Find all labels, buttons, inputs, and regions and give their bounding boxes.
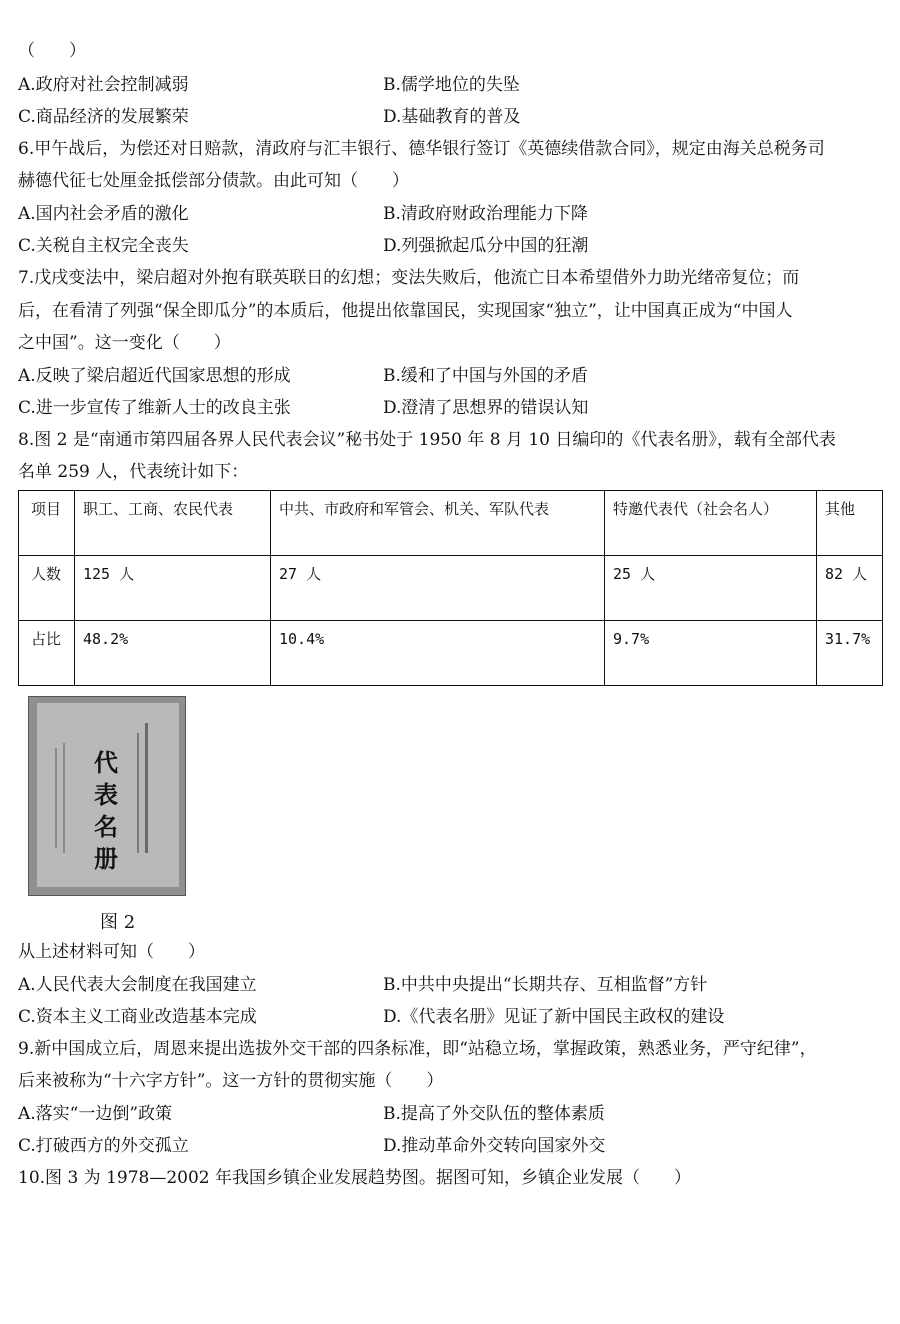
q5-stem-end: （ ） (18, 41, 86, 61)
table-row (19, 491, 883, 556)
table-cell: 10.4% (271, 621, 605, 686)
register-cover-photo (28, 696, 186, 896)
table-cell: 9.7% (605, 621, 817, 686)
table-cell: 31.7% (817, 621, 883, 686)
q8-stem-line-1: 8.图 2 是“南通市第四届各界人民代表会议”秘书处于 1950 年 8 月 10 日编印的《代表名册》，载有全部代表 (18, 430, 836, 450)
q7-stem-line-2: 后，在看清了列强“保全即瓜分”的本质后，他提出依靠国民，实现国家“独立”，让中国真正成为“中国人 (18, 301, 793, 321)
q10-stem-line-1: 10.图 3 为 1978—2002 年我国乡镇企业发展趋势图。据图可知，乡镇企业发展（ ） (18, 1168, 691, 1188)
q7-option-d[interactable]: D.澄清了思想界的错误认知 (383, 398, 589, 418)
cover-text-column (63, 743, 65, 853)
table-cell: 人数 (19, 556, 75, 621)
q5-option-c[interactable]: C.商品经济的发展繁荣 (18, 107, 189, 127)
table-cell: 中共、市政府和军管会、机关、军队代表 (271, 491, 605, 556)
q7-option-c[interactable]: C.进一步宣传了维新人士的改良主张 (18, 398, 291, 418)
table-cell: 占比 (19, 621, 75, 686)
q7-stem-line-3: 之中国”。这一变化（ ） (18, 333, 231, 353)
cover-text-column (55, 748, 57, 848)
q9-stem-line-1: 9.新中国成立后，周恩来提出选拔外交干部的四条标准，即“站稳立场，掌握政策，熟悉业务，严守纪律”， (18, 1039, 817, 1059)
q7-option-a[interactable]: A.反映了梁启超近代国家思想的形成 (18, 366, 291, 386)
table-cell: 项目 (19, 491, 75, 556)
figure-caption: 图 2 (100, 912, 136, 933)
q8-stem-line-2: 名单 259 人，代表统计如下： (18, 462, 249, 482)
table-cell: 25 人 (605, 556, 817, 621)
q9-option-c[interactable]: C.打破西方的外交孤立 (18, 1136, 189, 1156)
table-cell: 特邀代表代（社会名人） (605, 491, 817, 556)
table-cell: 125 人 (75, 556, 271, 621)
register-cover-title: 代表名册 (94, 749, 118, 873)
q8-option-c[interactable]: C.资本主义工商业改造基本完成 (18, 1007, 257, 1027)
q5-option-d[interactable]: D.基础教育的普及 (383, 107, 521, 127)
delegate-stats-table (18, 490, 883, 686)
table-cell: 48.2% (75, 621, 271, 686)
q9-stem-line-2: 后来被称为“十六字方针”。这一方针的贯彻实施（ ） (18, 1071, 444, 1091)
cover-text-column (145, 723, 148, 853)
q8-question: 从上述材料可知（ ） (18, 942, 205, 962)
q5-option-b[interactable]: B.儒学地位的失坠 (383, 75, 520, 95)
q6-option-b[interactable]: B.清政府财政治理能力下降 (383, 204, 588, 224)
table-row (19, 621, 883, 686)
q9-option-b[interactable]: B.提高了外交队伍的整体素质 (383, 1104, 605, 1124)
q5-option-a[interactable]: A.政府对社会控制减弱 (18, 75, 189, 95)
table-cell: 其他 (817, 491, 883, 556)
q6-option-c[interactable]: C.关税自主权完全丧失 (18, 236, 189, 256)
table-cell: 职工、工商、农民代表 (75, 491, 271, 556)
q7-option-b[interactable]: B.缓和了中国与外国的矛盾 (383, 366, 588, 386)
table-cell: 27 人 (271, 556, 605, 621)
q7-stem-line-1: 7.戊戌变法中，梁启超对外抱有联英联日的幻想；变法失败后，他流亡日本希望借外力助光绪帝复位；而 (18, 268, 800, 288)
q6-stem-line-2: 赫德代征七处厘金抵偿部分债款。由此可知（ ） (18, 171, 409, 191)
q6-option-d[interactable]: D.列强掀起瓜分中国的狂潮 (383, 236, 589, 256)
cover-text-column (137, 733, 139, 853)
q6-stem-line-1: 6.甲午战后，为偿还对日赔款，清政府与汇丰银行、德华银行签订《英德续借款合同》，规定由海关总税务司 (18, 139, 825, 159)
table-cell: 82 人 (817, 556, 883, 621)
q8-option-d[interactable]: D.《代表名册》见证了新中国民主政权的建设 (383, 1007, 725, 1027)
q8-option-b[interactable]: B.中共中央提出“长期共存、互相监督”方针 (383, 975, 708, 995)
q9-option-d[interactable]: D.推动革命外交转向国家外交 (383, 1136, 606, 1156)
table-row (19, 556, 883, 621)
q6-option-a[interactable]: A.国内社会矛盾的激化 (18, 204, 189, 224)
q8-option-a[interactable]: A.人民代表大会制度在我国建立 (18, 975, 257, 995)
q9-option-a[interactable]: A.落实“一边倒”政策 (18, 1104, 173, 1124)
